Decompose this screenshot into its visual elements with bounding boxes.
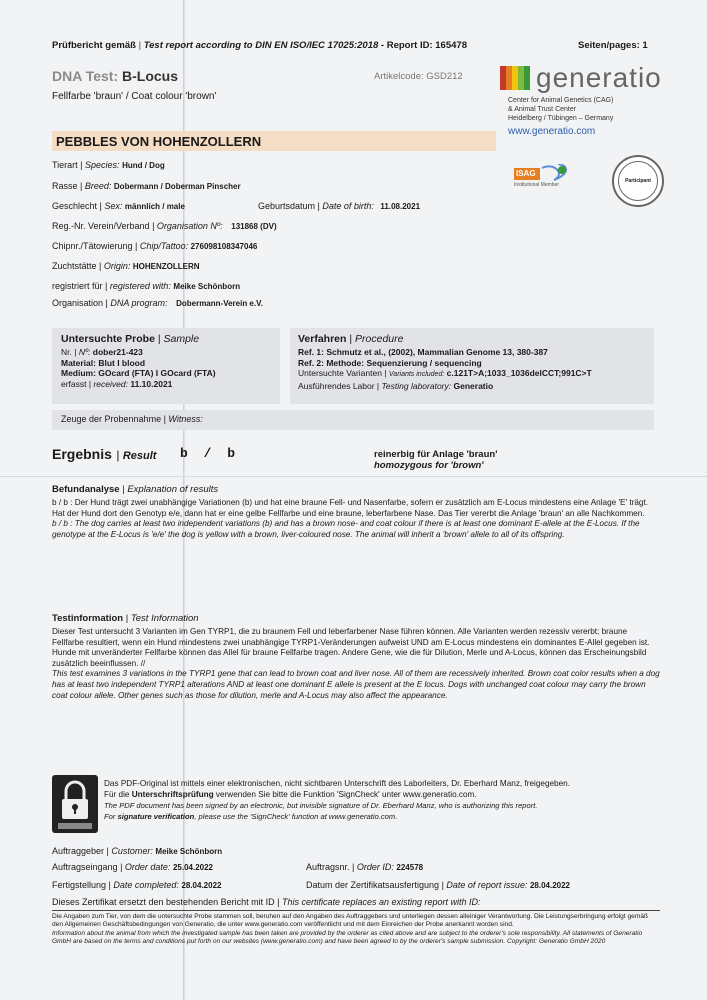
- procedure-heading-de: Verfahren: [298, 333, 347, 345]
- replaces-label-de: Dieses Zertifikat ersetzt den bestehenden Bericht mit ID: [52, 897, 275, 907]
- explanation-heading-en: Explanation of results: [127, 484, 219, 495]
- breed-label-de: Rasse: [52, 181, 78, 191]
- order-id-label-en: Order ID:: [356, 862, 394, 872]
- origin-row: Zuchtstätte | Origin: HOHENZOLLERN: [52, 261, 200, 271]
- sample-nr: Nr. | Nº: dober21-423: [61, 347, 143, 357]
- order-date-label-en: Order date:: [124, 862, 171, 872]
- result-genotype: b / b: [180, 446, 236, 461]
- explanation-text-en: b / b : The dog carries at least two independent variations (b) and has a brown nose- and coat colour if there is at least one dominant E-allele at the E-Locus. If the genotype at the E-Locus is 'e/e' the dog is yellow with a brown, liver-coloured nose. The animal will inherit a 'brown' allele to all of its offspring.: [52, 519, 640, 539]
- testinfo-text-en: This test examines 3 variations in the TYRP1 gene that can lead to brown coat and liver nose. All of them are recessively inherited. Brown coat color results when a dog has at least two independent TYRP1 alterations AND at least one dominant E allele is present at the E locus. Dogs with unchanged coat colour may carry the brown coat colour allele. Other genes such as those for dilution, merle and A-Locus may also affect the appearance.: [52, 669, 660, 700]
- registration-row: Reg.-Nr. Verein/Verband | Organisation Nº: 131868 (DV): [52, 221, 277, 231]
- procedure-heading: Verfahren | Procedure: [298, 333, 404, 345]
- testinfo-text: [52, 627, 660, 701]
- signature-en-2-post: , please use the 'SignCheck' function at www.generatio.com.: [194, 812, 398, 821]
- isag-subtext: Institutional Member: [514, 182, 560, 188]
- sample-received-label: erfasst: [61, 378, 87, 389]
- species-label-en: Species:: [85, 160, 120, 170]
- participant-seal-icon: [612, 155, 664, 207]
- article-code-label: Artikelcode:: [374, 71, 424, 82]
- reg-label-de: Reg.-Nr. Verein/Verband: [52, 221, 150, 231]
- replaces-row: Dieses Zertifikat ersetzt den bestehenden Bericht mit ID | This certificate replaces an existing report with ID:: [52, 897, 481, 907]
- signature-en-2: [104, 811, 660, 822]
- testinfo-heading: Testinformation | Test Information: [52, 613, 199, 624]
- chip-row: Chipnr./Tätowierung | Chip/Tattoo: 276098108347046: [52, 241, 258, 251]
- replaces-label-en: This certificate replaces an existing report with ID:: [281, 897, 481, 907]
- lab-line-3: Heidelberg / Tübingen – Germany: [508, 115, 614, 122]
- footer-text-de: Die Angaben zum Tier, von dem die untersuchte Probe stammen soll, beruhen auf den Angaben des Auftraggebers und unterliegen dessen alleiniger Verantwortung. Die Leistungserbringung erfolgt gemäß den Allgemeinen Geschäftsbedingungen von Generatio, die unter www.generatio.com veröffentlicht und mit dem Einreichen der Probe anerkannt worden sind.: [52, 913, 649, 929]
- sample-nr-value: dober21-423: [92, 347, 143, 357]
- variants-label-en: Variants included:: [388, 371, 445, 378]
- org-label-de: Organisation: [52, 298, 104, 308]
- report-label-de: Prüfbericht gemäß: [52, 40, 136, 51]
- animal-name: PEBBLES VON HOHENZOLLERN: [56, 134, 262, 149]
- org-value: Dobermann-Verein e.V.: [176, 299, 263, 308]
- result-text-de: reinerbig für Anlage 'braun': [374, 449, 498, 460]
- completed-label-en: Date completed:: [113, 880, 179, 890]
- sample-box: [52, 328, 280, 404]
- completed-row: Fertigstellung | Date completed: 28.04.2022: [52, 880, 222, 890]
- order-date-value: 25.04.2022: [172, 863, 213, 872]
- registered-label-en: registered with:: [109, 281, 171, 291]
- organisation-row: Organisation | DNA program: Dobermann-Verein e.V.: [52, 298, 263, 308]
- pages-label-de: Seiten: [578, 40, 607, 51]
- sex-row: Geschlecht | Sex: männlich / male: [52, 201, 185, 211]
- signature-de-2-post: verwenden Sie bitte die Funktion 'SignCheck' unter www.generatio.com.: [215, 790, 477, 799]
- origin-label-de: Zuchtstätte: [52, 261, 97, 271]
- testinfo-text-de: Dieser Test untersucht 3 Varianten im Gen TYRP1, die zu braunem Fell und leberfarbener Nase führen können. Alle Varianten werden rezessiv vererbt; braune Fellfarbe resultiert, wenn ein Hund mindestens zwei unabhängige TYRP1-Veränderungen aufweist UND am E-Locus mindestens ein dominantes E-Allel gegeben ist. Hunde mit unveränderter Fellfarbe können das Allel für braune Fellfarbe tragen. Andere Gene, wie die für Dilution, Merle und A-Locus, können das Erscheinungsbild zusätzlich beeinflussen. //: [52, 627, 650, 668]
- sex-value: männlich / male: [124, 202, 185, 211]
- result-text-en: homozygous for 'brown': [374, 460, 484, 471]
- lab-line-2: & Animal Trust Center: [508, 106, 577, 113]
- breed-value: Dobermann / Doberman Pinscher: [113, 182, 241, 191]
- issue-label-en: Date of report issue:: [446, 880, 528, 890]
- lab-value: Generatio: [453, 380, 494, 391]
- procedure-lab: Ausführendes Labor | Testing laboratory: Generatio: [298, 380, 494, 391]
- dob-label-de: Geburtsdatum: [258, 201, 316, 211]
- issue-label-de: Datum der Zertifikatsausfertigung: [306, 880, 440, 890]
- origin-label-en: Origin:: [103, 261, 131, 271]
- pages-label-en: /pages: 1: [606, 40, 648, 51]
- test-title: [52, 68, 178, 84]
- test-title-name: B-Locus: [122, 68, 179, 84]
- chip-label-de: Chipnr./Tätowierung: [52, 241, 133, 251]
- sample-material: Material: Blut I blood: [61, 357, 146, 368]
- footer-text: [52, 913, 660, 947]
- procedure-variants: Untersuchte Varianten | Variants included: c.121T>A;1033_1036delCCT;991C>T: [298, 368, 592, 378]
- testinfo-heading-de: Testinformation: [52, 613, 124, 624]
- chip-value: 276098108347046: [190, 242, 258, 251]
- article-code-value: GSD212: [426, 71, 463, 82]
- signature-de-2-bold: Unterschriftsprüfung: [131, 790, 214, 799]
- result-label-de: Ergebnis: [52, 446, 112, 462]
- testinfo-heading-en: Test Information: [130, 613, 199, 624]
- pages-indicator: [578, 40, 648, 51]
- seal-text: Participant: [625, 178, 651, 184]
- breed-label-en: Breed:: [84, 181, 112, 191]
- sex-label-de: Geschlecht: [52, 201, 98, 211]
- explanation-text-de: b / b : Der Hund trägt zwei unabhängige Variationen (b) und hat eine braune Fell- und Nasenfarbe, sofern er zusätzlich am E-Locus mindestens eine Anlage 'E' trägt. Hat der Hund dort den Genotyp e/e, dann hat er eine gelbe Fellfarbe und eine braune, leberfarbene Nase. Das Tier vererbt die Anlage 'braun' an alle Nachkommen.: [52, 498, 649, 518]
- article-code: [374, 71, 463, 82]
- logo-bar-4: [524, 66, 530, 90]
- variants-label-de: Untersuchte Varianten: [298, 368, 382, 378]
- species-row: Tierart | Species: Hund / Dog: [52, 160, 165, 170]
- reg-value: 131868 (DV): [231, 222, 277, 231]
- sample-received: erfasst | received: 11.10.2021: [61, 378, 173, 389]
- species-value: Hund / Dog: [122, 161, 165, 170]
- explanation-text: [52, 498, 660, 540]
- pdf-lock-icon: [52, 775, 98, 833]
- isag-badge: [514, 164, 594, 190]
- explanation-heading-de: Befundanalyse: [52, 484, 120, 495]
- procedure-ref-1: Ref. 1: Schmutz et al., (2002), Mammalian Genome 13, 380-387: [298, 347, 548, 357]
- sex-label-en: Sex:: [104, 201, 123, 211]
- footer-divider: [52, 910, 660, 911]
- sample-received-label-en: received:: [93, 378, 128, 389]
- origin-value: HOHENZOLLERN: [132, 262, 200, 271]
- customer-label-de: Auftraggeber: [52, 846, 105, 856]
- customer-label-en: Customer:: [111, 846, 153, 856]
- report-id: - Report ID: 165478: [380, 40, 467, 51]
- sample-received-value: 11.10.2021: [130, 378, 173, 389]
- result-row: Ergebnis | Result: [52, 446, 157, 462]
- sample-heading-de: Untersuchte Probe: [61, 333, 155, 345]
- registered-label-de: registriert für: [52, 281, 103, 291]
- footer-text-en: Information about the animal from which the investigated sample has been taken are provided by the orderer as cited above and are subject to the orderer's sole responsibility. All statements of Generatio GmbH are based on the terms and conditions put forth on our websites (www.generatio.com) and have been agreed to by the orderer's sample submission. Copyright: Generatio GmbH 2020: [52, 929, 643, 946]
- test-subtitle: Fellfarbe 'braun' / Coat colour 'brown': [52, 91, 217, 102]
- witness-label-en: Witness:: [168, 414, 203, 424]
- signature-de-2-pre: Für die: [104, 790, 130, 799]
- lab-line-1: Center for Animal Genetics (CAG): [508, 97, 614, 104]
- order-id-value: 224578: [396, 863, 424, 872]
- lab-label-de: Ausführendes Labor: [298, 380, 375, 391]
- procedure-heading-en: Procedure: [355, 333, 404, 345]
- signature-en-1: The PDF document has been signed by an electronic, but invisible signature of Dr. Eberhard Manz, who is authorizing this report.: [104, 801, 538, 810]
- dob-label-en: Date of birth:: [322, 201, 374, 211]
- report-header: Prüfbericht gemäß | Test report according to DIN EN ISO/IEC 17025:2018 - Report ID: 165478: [52, 40, 467, 51]
- completed-label-de: Fertigstellung: [52, 880, 107, 890]
- dob-row: Geburtsdatum | Date of birth: 11.08.2021: [258, 201, 421, 211]
- lab-address: [508, 96, 613, 123]
- sample-heading-en: Sample: [163, 333, 200, 345]
- signature-en-2-pre: For: [104, 812, 116, 821]
- registered-value: Meike Schönborn: [173, 282, 241, 291]
- result-text: [374, 449, 497, 471]
- reg-label-en: Organisation Nº:: [156, 221, 223, 231]
- witness-box: Zeuge der Probennahme | Witness:: [52, 410, 654, 430]
- order-id-label-de: Auftragsnr.: [306, 862, 350, 872]
- issue-row: Datum der Zertifikatsausfertigung | Date of report issue: 28.04.2022: [306, 880, 571, 890]
- order-date-label-de: Auftragseingang: [52, 862, 118, 872]
- org-label-en: DNA program:: [110, 298, 168, 308]
- report-label-en: Test report according to DIN EN ISO/IEC 17025:2018: [143, 40, 379, 51]
- isag-text: ISAG: [516, 169, 536, 178]
- signature-de-2: [104, 789, 660, 800]
- explanation-heading: Befundanalyse | Explanation of results: [52, 484, 219, 495]
- result-label-en: Result: [122, 450, 157, 462]
- dob-value: 11.08.2021: [380, 202, 421, 211]
- order-date-row: Auftragseingang | Order date: 25.04.2022: [52, 862, 213, 872]
- sample-medium: Medium: GOcard (FTA) I GOcard (FTA): [61, 368, 216, 378]
- order-id-row: Auftragsnr. | Order ID: 224578: [306, 862, 424, 872]
- logo-bars-icon: [500, 66, 530, 90]
- issue-value: 28.04.2022: [529, 881, 571, 890]
- procedure-box: [290, 328, 654, 404]
- variants-value: c.121T>A;1033_1036delCCT;991C>T: [446, 368, 592, 378]
- paper-fold-horizontal: [0, 476, 707, 477]
- customer-row: Auftraggeber | Customer: Meike Schönborn: [52, 846, 223, 856]
- signature-en-2-bold: signature verification: [117, 812, 195, 821]
- registered-row: registriert für | registered with: Meike Schönborn: [52, 281, 241, 291]
- procedure-ref-2: Ref. 2: Methode: Sequenzierung / sequencing: [298, 357, 482, 368]
- customer-value: Meike Schönborn: [155, 847, 223, 856]
- chip-label-en: Chip/Tattoo:: [139, 241, 189, 251]
- completed-value: 28.04.2022: [181, 881, 222, 890]
- generatio-logo: [500, 62, 662, 94]
- sample-heading: Untersuchte Probe | Sample: [61, 333, 200, 345]
- witness-label-de: Zeuge der Probennahme: [61, 414, 162, 424]
- logo-brand-text: generatio: [536, 62, 662, 93]
- breed-row: Rasse | Breed: Dobermann / Doberman Pinscher: [52, 181, 241, 191]
- lab-website-link[interactable]: www.generatio.com: [508, 126, 596, 137]
- signature-text: [104, 778, 660, 822]
- animal-name-bar: [52, 131, 496, 151]
- lab-label-en: Testing laboratory:: [381, 380, 452, 391]
- sample-nr-label: Nr.: [61, 347, 72, 357]
- test-title-prefix: DNA Test:: [52, 68, 119, 84]
- signature-de-1: Das PDF-Original ist mittels einer elektronischen, nicht sichtbaren Unterschrift des Laborleiters, Dr. Eberhard Manz, freigegeben.: [104, 779, 570, 788]
- sample-nr-label-en: Nº:: [78, 347, 91, 357]
- species-label-de: Tierart: [52, 160, 78, 170]
